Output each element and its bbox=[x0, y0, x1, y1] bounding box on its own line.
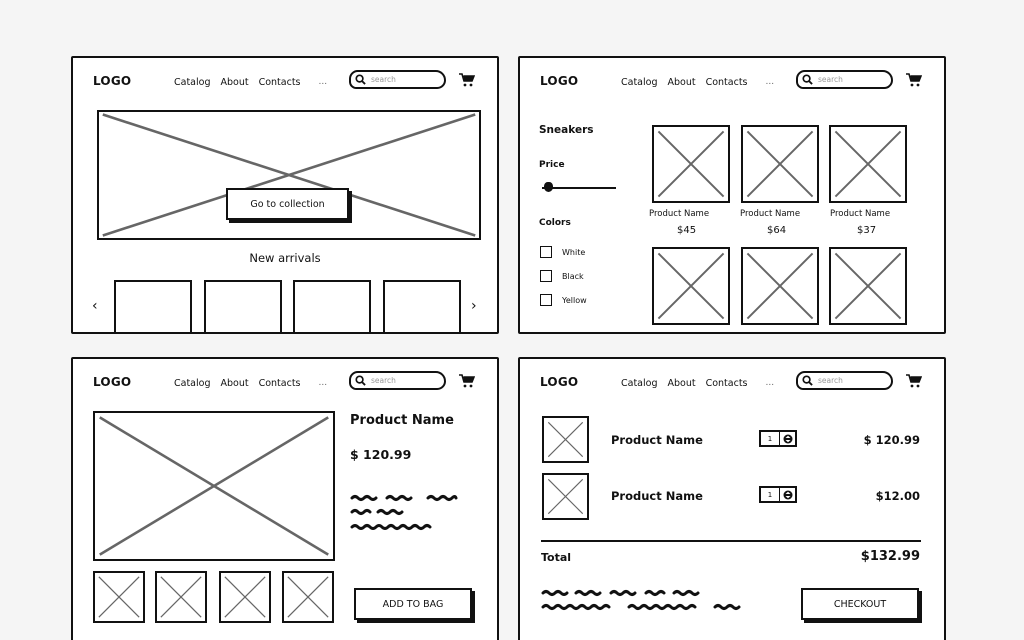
section-title: New arrivals bbox=[249, 251, 321, 265]
nav-menu bbox=[174, 378, 327, 389]
nav-catalog[interactable]: Catalog bbox=[621, 378, 658, 389]
quantity-value[interactable]: 1 bbox=[761, 488, 780, 501]
colors-filter-label: Colors bbox=[539, 218, 571, 228]
spin-arrows-icon[interactable] bbox=[780, 432, 795, 445]
search-icon bbox=[802, 74, 813, 85]
search-icon bbox=[355, 74, 366, 85]
cart-icon[interactable] bbox=[459, 374, 475, 388]
description-scribble bbox=[350, 492, 470, 542]
logo[interactable]: LOGO bbox=[93, 74, 132, 88]
carousel-item[interactable] bbox=[204, 280, 282, 334]
nav-catalog[interactable]: Catalog bbox=[174, 77, 211, 88]
divider bbox=[541, 540, 921, 542]
logo[interactable]: LOGO bbox=[540, 375, 579, 389]
product-name[interactable]: Product Name bbox=[649, 209, 710, 219]
quantity-stepper[interactable] bbox=[759, 430, 797, 447]
product-price: $45 bbox=[677, 225, 697, 236]
product-price: $64 bbox=[767, 225, 787, 236]
product-image-placeholder[interactable] bbox=[829, 125, 907, 203]
quantity-stepper[interactable] bbox=[759, 486, 797, 503]
product-name[interactable]: Product Name bbox=[830, 209, 891, 219]
total-label: Total bbox=[541, 551, 572, 564]
product-image-placeholder[interactable] bbox=[652, 247, 730, 325]
carousel-prev-icon[interactable]: ‹ bbox=[92, 298, 98, 314]
category-title: Sneakers bbox=[539, 124, 594, 136]
product-image-placeholder[interactable] bbox=[741, 125, 819, 203]
checkbox[interactable] bbox=[540, 246, 552, 258]
header bbox=[73, 58, 497, 108]
nav-about[interactable]: About bbox=[220, 77, 249, 88]
checkbox[interactable] bbox=[540, 270, 552, 282]
carousel-item[interactable] bbox=[114, 280, 192, 334]
checkbox[interactable] bbox=[540, 294, 552, 306]
cart-item-price: $12.00 bbox=[875, 489, 920, 503]
color-option-white[interactable] bbox=[540, 246, 585, 258]
product-image-placeholder[interactable] bbox=[652, 125, 730, 203]
nav-contacts[interactable]: Contacts bbox=[705, 378, 748, 389]
thumbnail-placeholder[interactable] bbox=[219, 571, 271, 623]
product-image-placeholder[interactable] bbox=[741, 247, 819, 325]
catalog-wireframe bbox=[518, 56, 946, 334]
header bbox=[73, 359, 497, 409]
carousel-item[interactable] bbox=[383, 280, 461, 334]
nav-contacts[interactable]: Contacts bbox=[258, 378, 301, 389]
thumbnail-placeholder[interactable] bbox=[282, 571, 334, 623]
nav-about[interactable]: About bbox=[667, 378, 696, 389]
search-input[interactable] bbox=[818, 75, 888, 84]
cart-item-image-placeholder bbox=[542, 473, 589, 520]
product-image-placeholder[interactable] bbox=[829, 247, 907, 325]
checkbox-label: White bbox=[562, 247, 586, 257]
carousel-next-icon[interactable]: › bbox=[471, 298, 477, 314]
checkout-button[interactable]: CHECKOUT bbox=[801, 588, 919, 620]
nav-about[interactable]: About bbox=[220, 378, 249, 389]
logo[interactable]: LOGO bbox=[540, 74, 579, 88]
quantity-value[interactable]: 1 bbox=[761, 432, 780, 445]
search-input[interactable] bbox=[371, 376, 441, 385]
nav-more[interactable]: ... bbox=[765, 378, 775, 388]
nav-catalog[interactable]: Catalog bbox=[174, 378, 211, 389]
product-wireframe bbox=[71, 357, 499, 640]
nav-more[interactable]: ... bbox=[765, 77, 775, 87]
cart-icon[interactable] bbox=[459, 73, 475, 87]
price-slider-handle[interactable] bbox=[544, 182, 553, 192]
nav-more[interactable]: ... bbox=[318, 378, 328, 388]
search-box[interactable] bbox=[349, 371, 446, 390]
thumbnail-placeholder[interactable] bbox=[93, 571, 145, 623]
search-icon bbox=[802, 375, 813, 386]
cart-item-name: Product Name bbox=[611, 433, 703, 447]
cart-icon[interactable] bbox=[906, 73, 922, 87]
header bbox=[520, 359, 944, 409]
nav-about[interactable]: About bbox=[667, 77, 696, 88]
product-price: $ 120.99 bbox=[350, 447, 412, 462]
cart-item-price: $ 120.99 bbox=[863, 433, 920, 447]
search-input[interactable] bbox=[371, 75, 441, 84]
search-input[interactable] bbox=[818, 376, 888, 385]
add-to-bag-button[interactable]: ADD TO BAG bbox=[354, 588, 472, 620]
nav-contacts[interactable]: Contacts bbox=[258, 77, 301, 88]
nav-more[interactable]: ... bbox=[318, 77, 328, 87]
cart-item-image-placeholder bbox=[542, 416, 589, 463]
spin-arrows-icon[interactable] bbox=[780, 488, 795, 501]
thumbnail-placeholder[interactable] bbox=[155, 571, 207, 623]
cart-wireframe bbox=[518, 357, 946, 640]
search-icon bbox=[355, 375, 366, 386]
search-box[interactable] bbox=[349, 70, 446, 89]
nav-menu bbox=[621, 378, 774, 389]
nav-menu bbox=[621, 77, 774, 88]
cart-icon[interactable] bbox=[906, 374, 922, 388]
product-price: $37 bbox=[857, 225, 877, 236]
product-title: Product Name bbox=[350, 413, 454, 428]
nav-contacts[interactable]: Contacts bbox=[705, 77, 748, 88]
carousel-item[interactable] bbox=[293, 280, 371, 334]
search-box[interactable] bbox=[796, 371, 893, 390]
hero-image-placeholder bbox=[97, 110, 481, 240]
home-wireframe bbox=[71, 56, 499, 334]
note-scribble bbox=[541, 587, 751, 617]
price-slider-track[interactable] bbox=[542, 187, 616, 189]
color-option-yellow[interactable] bbox=[540, 294, 587, 306]
nav-catalog[interactable]: Catalog bbox=[621, 77, 658, 88]
main-product-image-placeholder bbox=[93, 411, 335, 561]
price-filter-label: Price bbox=[539, 160, 565, 170]
product-name[interactable]: Product Name bbox=[740, 209, 801, 219]
header bbox=[520, 58, 944, 108]
checkbox-label: Black bbox=[562, 271, 584, 281]
checkbox-label: Yellow bbox=[562, 295, 587, 305]
go-to-collection-button[interactable]: Go to collection bbox=[226, 188, 349, 220]
total-value: $132.99 bbox=[860, 549, 920, 564]
nav-menu bbox=[174, 77, 327, 88]
cart-item-name: Product Name bbox=[611, 489, 703, 503]
logo[interactable]: LOGO bbox=[93, 375, 132, 389]
search-box[interactable] bbox=[796, 70, 893, 89]
color-option-black[interactable] bbox=[540, 270, 584, 282]
